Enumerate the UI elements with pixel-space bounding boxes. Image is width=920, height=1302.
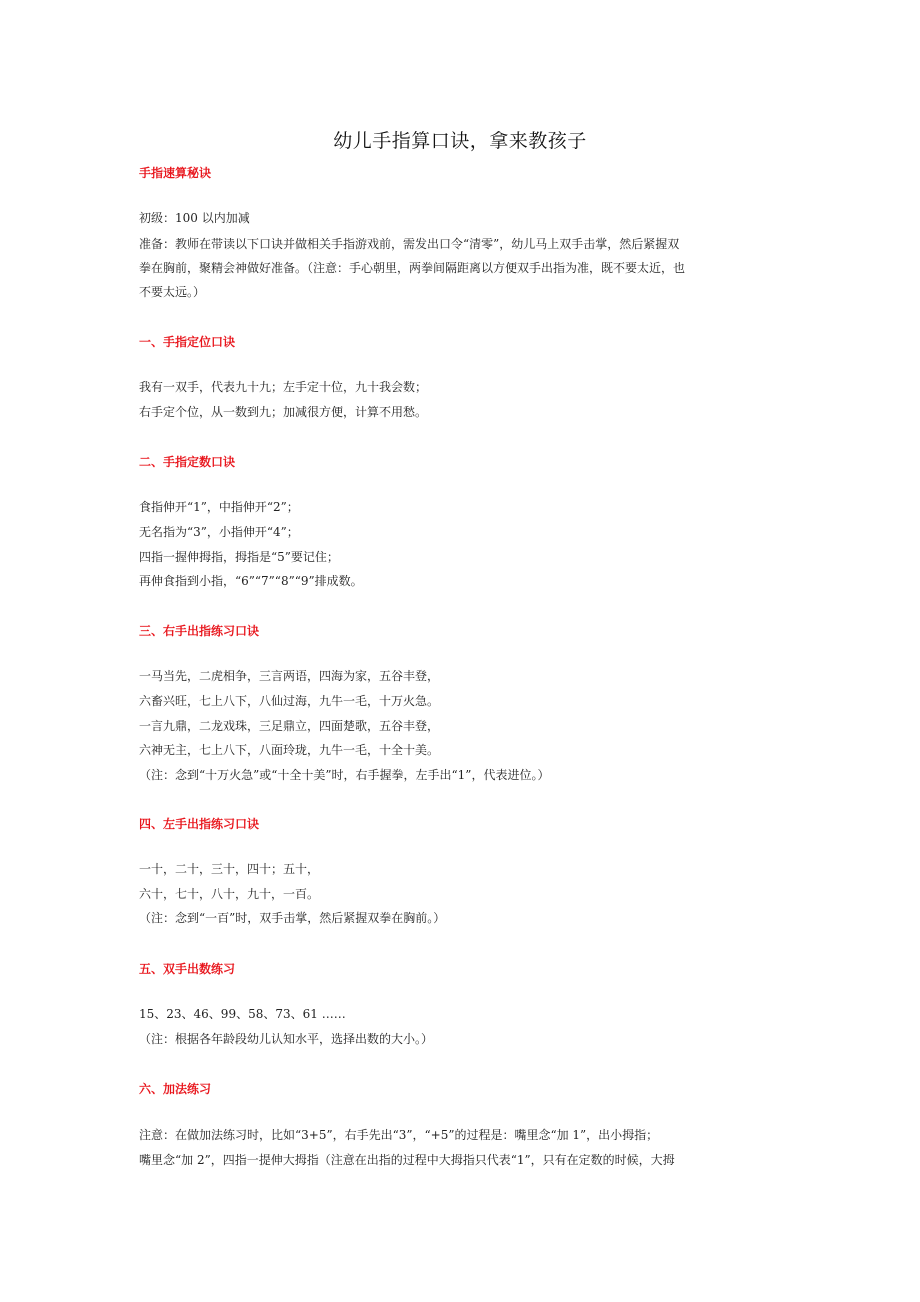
- body-line: 一马当先，二虎相争，三言两语，四海为家，五谷丰登，: [139, 669, 440, 683]
- section-heading-1: 一、手指定位口诀: [139, 335, 236, 349]
- prep-line: 准备：教师在带读以下口诀并做相关手指游戏前，需发出口令“清零”，幼儿马上双手击掌，然后紧握双: [139, 237, 680, 251]
- body-line: 食指伸开“1”，中指伸开“2”；: [139, 500, 299, 514]
- body-line: 一十，二十，三十，四十；五十，: [139, 862, 320, 876]
- section-heading-2: 二、手指定数口诀: [139, 455, 236, 469]
- body-line: 四指一握伸拇指，拇指是“5”要记住；: [139, 550, 339, 564]
- body-line: 无名指为“3”，小指伸开“4”；: [139, 525, 299, 539]
- level-line: 初级：100 以内加减: [139, 211, 250, 225]
- body-line: 嘴里念“加 2”，四指一提伸大拇指（注意在出指的过程中大拇指只代表“1”，只有在定数的时候，大拇: [139, 1153, 675, 1167]
- body-line: 注意：在做加法练习时，比如“3+5”，右手先出“3”，“+5”的过程是：嘴里念“加 1”，出小拇指；: [139, 1128, 659, 1142]
- body-line: 六神无主，七上八下，八面玲珑，九牛一毛，十全十美。: [139, 743, 440, 757]
- note-line: （注：根据各年龄段幼儿认知水平，选择出数的大小。）: [139, 1032, 434, 1046]
- prep-line: 不要太远。）: [139, 285, 206, 299]
- page-title: 幼儿手指算口诀，拿来教孩子: [333, 130, 587, 152]
- section-heading-6: 六、加法练习: [139, 1082, 212, 1096]
- section-heading-3: 三、右手出指练习口诀: [139, 624, 260, 638]
- body-line: 一言九鼎，二龙戏珠，三足鼎立，四面楚歌，五谷丰登，: [139, 719, 440, 733]
- section-heading-intro: 手指速算秘诀: [139, 166, 212, 180]
- note-line: （注：念到“十万火急”或“十全十美”时，右手握拳，左手出“1”，代表进位。）: [139, 768, 550, 782]
- prep-line: 拳在胸前，聚精会神做好准备。（注意：手心朝里，两拳间隔距离以方便双手出指为准，既不要太近，也: [139, 261, 686, 275]
- note-line: （注：念到“一百”时，双手击掌，然后紧握双拳在胸前。）: [139, 911, 446, 925]
- section-heading-4: 四、左手出指练习口诀: [139, 817, 260, 831]
- body-line: 我有一双手，代表九十九；左手定十位，九十我会数；: [139, 380, 428, 394]
- body-line: 再伸食指到小指，“6”“7”“8”“9”排成数。: [139, 574, 363, 588]
- body-line: 六畜兴旺，七上八下，八仙过海，九牛一毛，十万火急。: [139, 694, 440, 708]
- body-line: 六十，七十，八十，九十，一百。: [139, 887, 320, 901]
- body-line: 右手定个位，从一数到九；加减很方便，计算不用愁。: [139, 405, 428, 419]
- section-heading-5: 五、双手出数练习: [139, 962, 236, 976]
- body-line: 15、23、46、99、58、73、61 ……: [139, 1007, 346, 1021]
